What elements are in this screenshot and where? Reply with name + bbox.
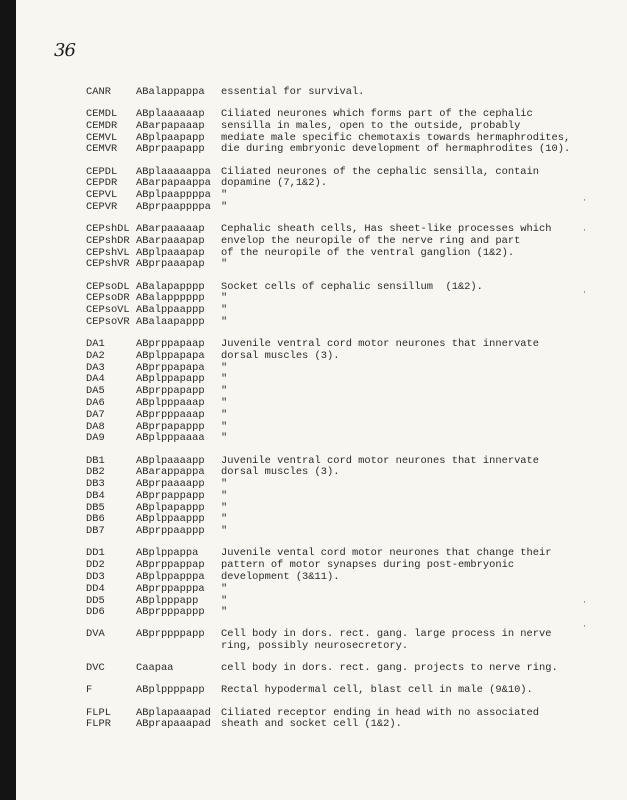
cell-name: DD5 — [86, 594, 105, 607]
table-row — [86, 282, 606, 329]
cell-name: DA5 — [86, 385, 105, 398]
cell-name: CEPsoVR — [86, 315, 130, 328]
cell-lineage: ABplppppapp — [136, 684, 205, 697]
cell-description: pattern of motor synapses during post-embryonic — [221, 559, 515, 572]
cell-name-column — [86, 629, 136, 653]
cell-lineage: ABprpaaaapp — [136, 478, 205, 491]
cell-name: DA6 — [86, 397, 105, 410]
cell-lineage: ABprppppapp — [136, 628, 205, 641]
table-row — [86, 456, 606, 539]
cell-description: " — [221, 478, 228, 491]
cell-name: F — [86, 684, 93, 697]
cell-name-column — [86, 167, 136, 214]
cell-name: DA7 — [86, 408, 105, 421]
cell-name: DD4 — [86, 582, 105, 595]
table-row — [86, 629, 606, 653]
cell-name: DD2 — [86, 559, 105, 572]
table-row — [86, 339, 606, 445]
cell-description-column — [221, 685, 551, 697]
cell-name: CEPshDR — [86, 234, 130, 247]
cell-lineage: ABalappappa — [136, 86, 205, 98]
cell-name: CEPsoVL — [86, 304, 130, 317]
cell-description: " — [221, 408, 228, 421]
cell-lineage: ABprppapaap — [136, 338, 205, 351]
cell-description: " — [221, 420, 228, 433]
cell-lineage: ABplppapapa — [136, 349, 205, 362]
cell-description: " — [221, 304, 228, 317]
cell-name: DB2 — [86, 466, 105, 479]
cell-lineage: ABarpaaapap — [136, 234, 205, 247]
cell-name-column — [86, 456, 136, 539]
cell-name: CEPsoDL — [86, 280, 130, 293]
cell-description: Socket cells of cephalic sensillum (1&2). — [221, 280, 483, 293]
cell-description: " — [221, 513, 228, 526]
document-page — [16, 0, 627, 800]
cell-name: DB3 — [86, 478, 105, 491]
table-row — [86, 685, 606, 697]
cell-description: " — [221, 489, 228, 502]
cell-lineage: ABplpapappp — [136, 501, 205, 514]
cell-description: Cephalic sheath cells, Has sheet-like processes which — [221, 223, 552, 236]
cell-lineage-column — [136, 167, 221, 214]
cell-description-column — [221, 167, 551, 214]
cell-lineage: ABprpapappp — [136, 420, 205, 433]
cell-description: dorsal muscles (3). — [221, 466, 340, 479]
cell-name: DB7 — [86, 525, 105, 538]
cell-description: " — [221, 432, 228, 445]
cell-description: Juvenile ventral cord motor neurones that innervate — [221, 338, 540, 351]
page-number: 36 — [54, 40, 75, 61]
cell-lineage: ABplpaaapap — [136, 246, 205, 259]
cell-lineage: ABplppapapp — [136, 373, 205, 386]
table-row — [86, 167, 606, 214]
cell-lineage-column — [136, 548, 221, 619]
cell-lineage: ABprpappapp — [136, 489, 205, 502]
cell-name: DB4 — [86, 489, 105, 502]
cell-lineage: Caapaa — [136, 662, 174, 675]
cell-name: DVC — [86, 662, 105, 675]
cell-name: CANR — [86, 86, 111, 98]
cell-description: Ciliated neurones which forms part of the cephalic — [221, 108, 533, 121]
table-row — [86, 109, 606, 156]
cell-description: essential for survival. — [221, 86, 365, 98]
cell-name-column — [86, 548, 136, 619]
stray-dot: · — [582, 226, 587, 235]
cell-description: sensilla in males, open to the outside, probably — [221, 119, 521, 132]
cell-lineage: ABprppapapp — [136, 385, 205, 398]
cell-lineage-column — [136, 109, 221, 156]
cell-lineage: ABprpppappp — [136, 606, 205, 619]
cell-lineage: ABprapaaapad — [136, 718, 211, 731]
cell-name-column — [86, 282, 136, 329]
cell-description: die during embryonic development of hermaphrodites (10). — [221, 143, 571, 156]
cell-name: CEPVL — [86, 189, 118, 202]
cell-name: CEPsoDR — [86, 292, 130, 305]
cell-description: dopamine (7,1&2). — [221, 177, 328, 190]
cell-description: " — [221, 525, 228, 538]
cell-lineage-column — [136, 282, 221, 329]
cell-description: " — [221, 315, 228, 328]
cell-description: " — [221, 385, 228, 398]
cell-description: of the neuropile of the ventral ganglion (1&2). — [221, 246, 515, 259]
stray-dot: · — [582, 196, 587, 205]
cell-lineage-column — [136, 685, 221, 697]
cell-description: " — [221, 189, 228, 202]
cell-lineage: ABalapapppp — [136, 280, 205, 293]
cell-description: " — [221, 582, 228, 595]
cell-name: CEMDR — [86, 119, 118, 132]
cell-lineage-column — [136, 629, 221, 653]
cell-lineage: ABarpaaaaap — [136, 223, 205, 236]
cell-description-column — [221, 548, 551, 619]
cell-description-column — [221, 339, 551, 445]
table-row — [86, 224, 606, 271]
cell-description-column — [221, 456, 551, 539]
cell-lineage: ABplaaaaappa — [136, 165, 211, 178]
cell-description: Cell body in dors. rect. gang. large process in nerve — [221, 628, 552, 641]
cell-description-column — [221, 87, 551, 99]
cell-name: DVA — [86, 628, 105, 641]
cell-name: CEPDL — [86, 165, 118, 178]
cell-description: " — [221, 606, 228, 619]
cell-lineage: ABarpapaappa — [136, 177, 211, 190]
cell-name: CEPshVL — [86, 246, 130, 259]
cell-name: CEPshDL — [86, 223, 130, 236]
cell-name: CEPVR — [86, 200, 118, 213]
cell-lineage: ABplppaappp — [136, 513, 205, 526]
cell-name-column — [86, 109, 136, 156]
cell-lineage-column — [136, 224, 221, 271]
cell-description: ring, possibly neurosecretory. — [221, 640, 409, 653]
cell-lineage-column — [136, 339, 221, 445]
cell-name: DA4 — [86, 373, 105, 386]
cell-description-column — [221, 629, 551, 653]
cell-lineage-column — [136, 87, 221, 99]
cell-description: dorsal muscles (3). — [221, 349, 340, 362]
cell-lineage: ABplpppapp — [136, 594, 199, 607]
cell-name-column — [86, 685, 136, 697]
cell-name-column — [86, 87, 136, 99]
cell-description-column — [221, 224, 551, 271]
cell-lineage: ABprpppaaap — [136, 408, 205, 421]
table-row — [86, 663, 606, 675]
cell-lineage: ABplpppaaap — [136, 397, 205, 410]
cell-description: " — [221, 501, 228, 514]
cell-name-column — [86, 339, 136, 445]
cell-description-column — [221, 708, 551, 732]
cell-lineage: ABplapaaapad — [136, 706, 211, 719]
cell-name: CEMVL — [86, 131, 118, 144]
cell-name: CEPDR — [86, 177, 118, 190]
cell-name: CEMDL — [86, 108, 118, 121]
cell-description: " — [221, 200, 228, 213]
cell-lineage: ABplpaaaapp — [136, 454, 205, 467]
cell-lineage: ABplpaappppa — [136, 189, 211, 202]
table-row — [86, 548, 606, 619]
cell-description: " — [221, 373, 228, 386]
cell-description: " — [221, 594, 228, 607]
cell-name: DD6 — [86, 606, 105, 619]
cell-name: FLPR — [86, 718, 111, 731]
cell-lineage-column — [136, 456, 221, 539]
cell-name: DB1 — [86, 454, 105, 467]
cell-description: Rectal hypodermal cell, blast cell in male (9&10). — [221, 684, 533, 697]
cell-description-column — [221, 662, 558, 675]
cell-description: mediate male specific chemotaxis towards hermaphrodites, — [221, 131, 571, 144]
cell-lineage: ABalaapappp — [136, 315, 205, 328]
cell-name: CEPshVR — [86, 258, 130, 271]
cell-lineage: ABplaaaaaap — [136, 108, 205, 121]
cell-lineage: ABprppappap — [136, 559, 205, 572]
cell-description: development (3&11). — [221, 570, 340, 583]
cell-name: DD1 — [86, 547, 105, 560]
cell-lineage: ABprppaappp — [136, 525, 205, 538]
stray-dot: · — [582, 598, 587, 607]
cell-description: Ciliated neurones of the cephalic sensilla, contain — [221, 165, 540, 178]
cell-description: Ciliated receptor ending in head with no associated — [221, 706, 540, 719]
cell-lineage: ABprpaapapp — [136, 143, 205, 156]
cell-description-column — [221, 108, 571, 156]
cell-lineage: ABprpaappppa — [136, 200, 211, 213]
cell-lineage: ABarappappa — [136, 466, 205, 479]
cell-description: " — [221, 292, 228, 305]
cell-name-column — [86, 224, 136, 271]
cell-description: envelop the neuropile of the nerve ring and part — [221, 234, 521, 247]
cell-name-column — [86, 708, 136, 732]
cell-lineage: ABprpaaapap — [136, 258, 205, 271]
cell-name: DA1 — [86, 338, 105, 351]
cell-description: " — [221, 397, 228, 410]
cell-table — [86, 87, 606, 741]
cell-lineage: ABplppappa — [136, 547, 199, 560]
cell-lineage-column — [136, 708, 221, 732]
cell-lineage: ABprppapppa — [136, 582, 205, 595]
cell-description: " — [221, 361, 228, 374]
cell-name: DA2 — [86, 349, 105, 362]
cell-lineage: ABplppapppa — [136, 570, 205, 583]
cell-description: cell body in dors. rect. gang. projects to nerve ring. — [221, 662, 558, 675]
cell-name: FLPL — [86, 706, 111, 719]
cell-name: CEMVR — [86, 143, 118, 156]
cell-name: DB5 — [86, 501, 105, 514]
cell-name: DB6 — [86, 513, 105, 526]
table-row — [86, 708, 606, 732]
cell-description-column — [221, 282, 551, 329]
cell-lineage: ABalapppppp — [136, 292, 205, 305]
cell-description: Juvenile ventral cord motor neurones that innervate — [221, 454, 540, 467]
cell-name: DD3 — [86, 570, 105, 583]
cell-lineage-column — [136, 663, 221, 675]
cell-name: DA9 — [86, 432, 105, 445]
table-row — [86, 87, 606, 99]
cell-description: " — [221, 258, 228, 271]
stray-dot: · — [582, 288, 587, 297]
cell-name-column — [86, 663, 136, 675]
cell-name: DA3 — [86, 361, 105, 374]
cell-lineage: ABplpaapapp — [136, 131, 205, 144]
cell-lineage: ABalppaappp — [136, 304, 205, 317]
cell-lineage: ABarpapaaap — [136, 119, 205, 132]
cell-lineage: ABprppapapa — [136, 361, 205, 374]
stray-dot: · — [582, 622, 587, 631]
cell-description: Juvenile vental cord motor neurones that change their — [221, 547, 552, 560]
cell-description: sheath and socket cell (1&2). — [221, 718, 402, 731]
cell-lineage: ABplpppaaaa — [136, 432, 205, 445]
cell-name: DA8 — [86, 420, 105, 433]
